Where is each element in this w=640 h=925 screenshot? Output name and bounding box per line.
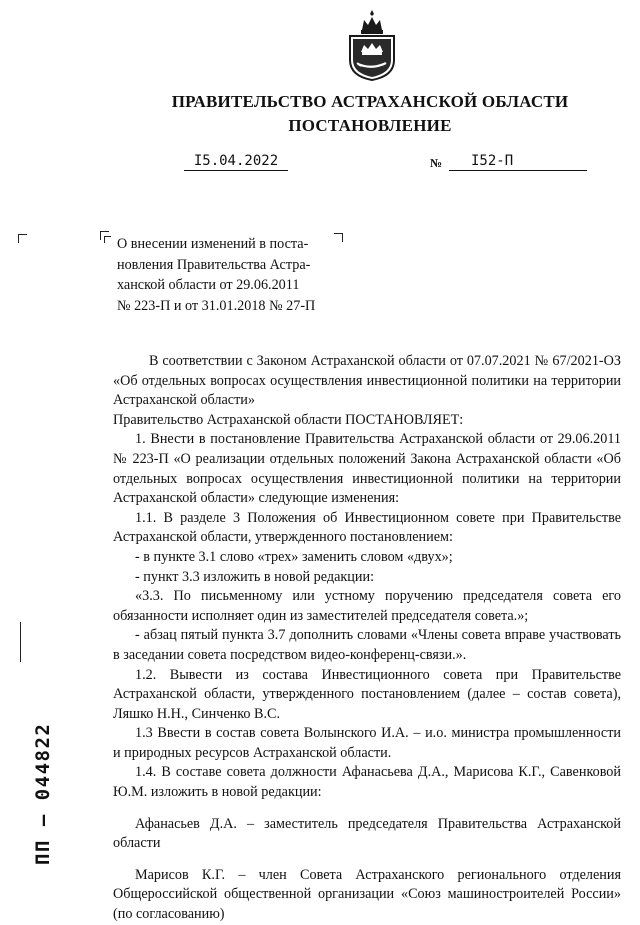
- document-type: ПОСТАНОВЛЕНИЕ: [288, 116, 452, 135]
- body-paragraph: - пункт 3.3 изложить в новой редакции:: [135, 568, 375, 585]
- corner-mark: [18, 234, 27, 243]
- document-number: I52-П: [449, 153, 587, 171]
- body-paragraph: В соответствии с Законом Астраханской области от 07.07.2021 № 67/2021-ОЗ «Об отдельных вопросах осуществления инвестиционной политики на территории Астраханской области»: [113, 353, 621, 409]
- subject-line: О внесении изменений в поста-: [117, 236, 309, 252]
- document-body: [113, 352, 621, 925]
- body-paragraph: - в пункте 3.1 слово «трех» заменить словом «двух»;: [135, 548, 453, 565]
- margin-mark: [20, 622, 21, 662]
- corner-mark: [334, 233, 343, 242]
- number-sign: №: [430, 156, 443, 170]
- body-paragraph: - абзац пятый пункта 3.7 дополнить словами «Члены совета вправе участвовать в заседании совета посредством видео-конференц-связи.».: [113, 627, 621, 663]
- corner-mark: [104, 236, 111, 243]
- subject-line: новления Правительства Астра-: [117, 256, 311, 273]
- form-serial-number: ПП – 044822: [32, 722, 54, 865]
- body-paragraph: «3.3. По письменному или устному поручению председателя совета его обязанности исполняет один из заместителей председателя совета.»;: [113, 588, 621, 624]
- document-date: I5.04.2022: [184, 153, 288, 171]
- body-paragraph: 1. Внести в постановление Правительства Астраханской области от 29.06.2011 № 223-П «О реализации отдельных положений Закона Астраханской области «Об отдельных вопросах осуществления инвестиционной политики на территории Астраханской области» следующие изменения:: [113, 431, 621, 507]
- organization-title: ПРАВИТЕЛЬСТВО АСТРАХАНСКОЙ ОБЛАСТИ: [171, 92, 569, 111]
- body-paragraph: Афанасьев Д.А. – заместитель председателя Правительства Астраханской области: [113, 815, 621, 852]
- subject-line: ханской области от 29.06.2011: [117, 277, 300, 293]
- body-paragraph: 1.2. Вывести из состава Инвестиционного совета при Правительстве Астраханской области, утвержденного постановлением (далее – состав совета), Ляшко Н.Н., Синченко В.С.: [113, 666, 621, 722]
- subject-line: № 223-П и от 31.01.2018 № 27-П: [117, 297, 316, 314]
- body-paragraph: 1.3 Ввести в состав совета Волынского И.А. – и.о. министра промышленности и природных ресурсов Астраханской области.: [113, 725, 621, 761]
- document-subject: [117, 234, 335, 316]
- body-paragraph: 1.4. В составе совета должности Афанасьева Д.А., Марисова К.Г., Савенковой Ю.М. изложить в новой редакции:: [113, 764, 621, 801]
- body-paragraph: 1.1. В разделе 3 Положения об Инвестиционном совете при Правительстве Астраханской области, утвержденного постановлением:: [113, 509, 621, 546]
- body-paragraph: Правительство Астраханской области ПОСТАНОВЛЯЕТ:: [113, 411, 464, 428]
- coat-of-arms-icon: [345, 8, 399, 82]
- body-paragraph: Марисов К.Г. – член Совета Астраханского регионального отделения Общероссийской общественной организации «Союз машиностроителей России» (по согласованию): [113, 866, 621, 923]
